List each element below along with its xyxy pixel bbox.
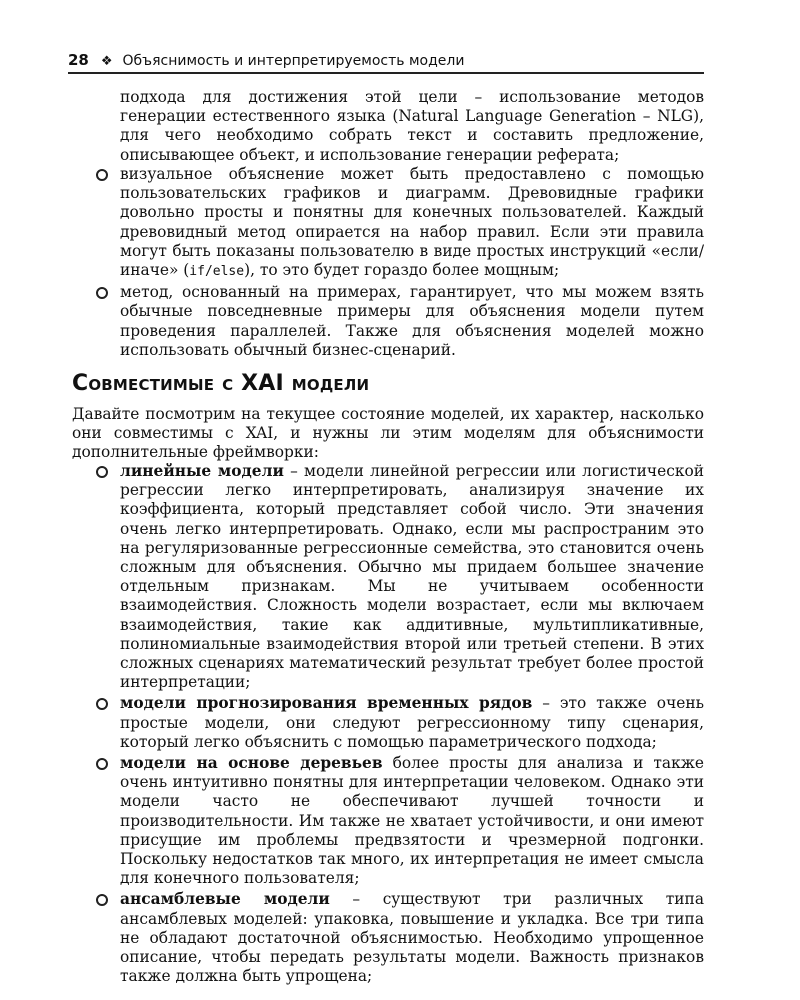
item-text: – существуют три различных типа ансамблевых моделей: упаковка, повышение и укладка. Все три типа не обладают достаточной объяснимостью. Необходимо упрощенное описание, чтобы передать результаты модели. Важность признаков также должна быть упрощена; <box>120 890 704 986</box>
circle-bullet-icon <box>96 466 108 478</box>
item-text: метод, основанный на примерах, гарантирует, что мы можем взять обычные повседневные примеры для объяснения модели путем проведения параллелей. Также для объяснения моделей можно использовать обычный бизнес-сценарий. <box>120 283 704 359</box>
circle-bullet-icon <box>96 698 108 710</box>
running-title: Объяснимость и интерпретируемость модели <box>122 53 465 69</box>
circle-bullet-icon <box>96 894 108 906</box>
list-item <box>72 694 704 752</box>
inline-code: if/else <box>189 264 245 280</box>
circle-bullet-icon <box>96 287 108 299</box>
list-item <box>72 283 704 360</box>
continuation-paragraph: подхода для достижения этой цели – использование методов генерации естественного языка (Natural Language Generation – NLG), для чего необходимо собрать текст и составить предложение, описывающее объект, и использование генерации реферата; <box>120 88 704 164</box>
item-term: линейные модели <box>120 462 284 480</box>
item-text-before: визуальное объяснение может быть предоставлено с помощью пользовательских графиков и диаграмм. Древовидные графики довольно просты и понятны для конечных пользователей. Каждый древовидный метод опирается на набор правил. Если эти правила могут быть показаны пользователю в виде простых инструкций «если/иначе» ( <box>120 165 704 280</box>
model-bullet-list <box>72 462 704 988</box>
page-number: 28 <box>68 51 89 69</box>
item-text: – это также очень простые модели, они следуют регрессионному типу сценария, который легко объяснить с помощью параметрического подхода; <box>120 694 704 751</box>
header-separator-icon: ❖ <box>100 54 113 69</box>
section-intro: Давайте посмотрим на текущее состояние моделей, их характер, насколько они совместимы с XAI, и нужны ли этим моделям для объяснимости дополнительные фреймворки: <box>72 405 704 462</box>
circle-bullet-icon <box>96 169 108 181</box>
section-heading: Совместимые с XAI модели <box>72 371 370 396</box>
list-item <box>72 754 704 888</box>
item-term: модели на основе деревьев <box>120 754 383 773</box>
list-item <box>72 890 704 986</box>
item-text: более просты для анализа и также очень интуитивно понятны для интерпретации человеком. Однако эти модели часто не обеспечивают лучшей точности и производительности. Им также не хватает устойчивости, и они имеют присущие им проблемы предвзятости и чрезмерной подгонки. Поскольку недостатков так много, их интерпретация не имеет смысла для конечного пользователя; <box>120 754 704 888</box>
item-text: – модели линейной регрессии или логистической регрессии легко интерпретировать, анализируя значение их коэффициента, который представляет собой число. Эти значения очень легко интерпретировать. Однако, если мы распространим это на регуляризованные регрессионные семейства, это становится очень сложным для объяснения. Обычно мы придаем большее значение отдельным признакам. Мы не учитываем особенности взаимодействия. Сложность модели возрастает, если мы включаем взаимодействия, такие как аддитивные, мультипликативные, полиномиальные взаимодействия второй или третьей степени. В этих сложных сценариях математический результат требует более простой интерпретации; <box>120 462 704 692</box>
list-item <box>72 165 704 281</box>
list-item <box>72 462 704 692</box>
item-term: модели прогнозирования временных рядов <box>120 694 533 713</box>
item-text-after: ), то это будет гораздо более мощным; <box>244 261 560 280</box>
item-term: ансамблевые модели <box>120 890 330 909</box>
circle-bullet-icon <box>96 758 108 770</box>
running-header <box>68 52 704 74</box>
top-bullet-list <box>72 165 704 362</box>
